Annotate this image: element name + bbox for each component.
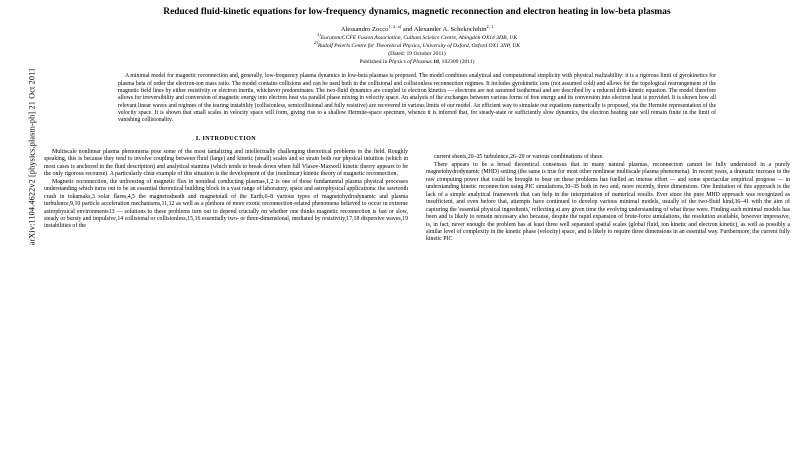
column-top-spacer xyxy=(426,136,790,154)
page-title: Reduced fluid-kinetic equations for low-frequency dynamics, magnetic reconnection and electron heating in low-beta plasmas xyxy=(163,7,671,17)
column-right xyxy=(426,136,790,243)
paper-page xyxy=(44,0,790,450)
abstract xyxy=(118,73,716,124)
paragraph: There appears to be a broad theoretical consensus that in many natural plasmas, reconnection cannot be fully understood in a purely magnetohydrodynamic (MHD) setting (the same is true for most other nonlinear multiscale plasma phenomena). In recent years, a dramatic increase in the raw computing power that could be brought to bear on these problems has fuelled an intense effort — and some spectacular empirical progress — in understanding kinetic reconnection using PIC simulations,30–35 both in two and, more recently, three dimensions. One limitation of this approach is the lack of a simple analytical framework that can help in the interpretation of numerical results. Ever since the pure MHD approach was recognized as insufficient, and even before that, attempts have continued to develop various minimal models, usually of the two-fluid kind,36–41 with the aim of capturing the 'essential physical ingredients,' reflecting at any given time the evolving understanding of what those were. Finding such minimal models has been and is likely to remain necessary also because, despite the rapid expansion of brute-force simulations, the resolution available, however impressive, is, in fact, never enough: the problem has at least three well separated spatial scales (global fluid, ion kinetic and electron kinetic), as well as possibly a similar level of complexity in the kinetic phase (velocity) space, and is likely to require three dimensions in an essential way. Furthermore, the current fully kinetic PIC xyxy=(426,161,790,243)
paragraph: Multiscale nonlinear plasma phenomena pose some of the most tantalizing and intellectually challenging theoretical problems in the field. Roughly speaking, this is because they tend to involve coupling between fluid (large) and kinetic (small) scales and so strain both our physical intuition (which in most cases is anchored in the fluid description) and analytical stamina (which tends to break down when full Vlasov-Maxwell kinetic theory appears to be the only rigorous recourse). A particularly clear example of this situation is the development of the (nonlinear) kinetic theory of magnetic reconnection. xyxy=(44,148,408,178)
column-left xyxy=(44,136,408,243)
arxiv-identifier-stamp: arXiv:1104.4622v2 [physics.plasm-ph] 21 Oct 2011 xyxy=(27,67,37,246)
paragraph: current sheets,20–25 turbulence,26–29 or various combinations of these. xyxy=(434,154,604,161)
body-columns xyxy=(44,136,790,243)
section-heading-introduction: I. INTRODUCTION xyxy=(195,136,257,143)
publication-info: Published in Physics of Plasmas 18, 102309 (2011) xyxy=(359,58,475,65)
author-list: Alessandro Zocco$^{1, 2, a)}$ and Alexander A. Schekochihin$^{2, 1}$ xyxy=(340,23,494,33)
affiliation-1: $^{1)}$Euratom/CCFE Fusion Association, Culham Science Centre, Abingdon OX14 3DB, UK xyxy=(316,32,518,41)
dateline: (Dated: 19 October 2011) xyxy=(388,51,446,58)
paragraph: Magnetic reconnection, the unfreezing of magnetic flux in nonideal conducting plasmas,1,2 is one of those fundamental plasma physical processes understanding which turns out to be an essential theoretical building block in a vast range of laboratory, space and astrophysical applications: the sawtooth crash in tokamaks,3 solar flares,4,5 the magnetosheath and magnetotail of the Earth,6–8 various types of magnetohydrodynamic and plasma turbulence,9,10 particle acceleration mechanisms,11,12 as well as a plethora of more exotic reconnection-related phenomena believed to occur in extreme astrophysical environments13 — solutions to these problems turn out to depend crucially on whether one thinks magnetic reconnection is fast or slow, steady or bursty and impulsive,14 collisional or collisionless,15,16 essentially two- or three-dimensional, mediated by resistivity,17,18 dispersive waves,19 instabilities of the xyxy=(44,178,408,230)
affiliation-2: $^{2)}$Rudolf Peierls Centre for Theoretical Physics, University of Oxford, Oxford OX1 3NP, UK xyxy=(314,39,520,49)
abstract-text: A minimal model for magnetic reconnection and, generally, low-frequency plasma dynamics in low-beta plasmas is proposed. The model combines analytical and computational simplicity with physical realizability: it is a rigorous limit of gyrokinetics for plasma beta of order the electron-ion mass ratio. The model contains collisions and can be used both in the collisional and collisionless reconnection regimes. It includes gyrokinetic ions (not assumed cold) and allows for the topological rearrangement of the magnetic field lines by either resistivity or electron inertia, whichever predominates. The two-fluid dynamics are coupled to electron kinetics — electrons are not assumed isothermal and are described by a reduced drift-kinetic equation. The model therefore allows for irreversibility and conversion of magnetic energy into electron heat via parallel phase mixing in velocity space. An analysis of the exchanges between various forms of free energy and its conversion into electron heat is provided. It is shown how all relevant linear waves and regimes of the tearing instability (collisionless, semicollisional and fully resistive) are recovered in various limits of our model. An efficient way to simulate our equations numerically is proposed, via the Hermite representation of the velocity space. It is shown that small scales in velocity space will form, giving rise to a shallow Hermite-space spectrum, whence it is inferred that, for steady-state or sufficiently slow dynamics, the electron heating rate will remain finite in the limit of vanishing collisionality. xyxy=(118,73,716,124)
